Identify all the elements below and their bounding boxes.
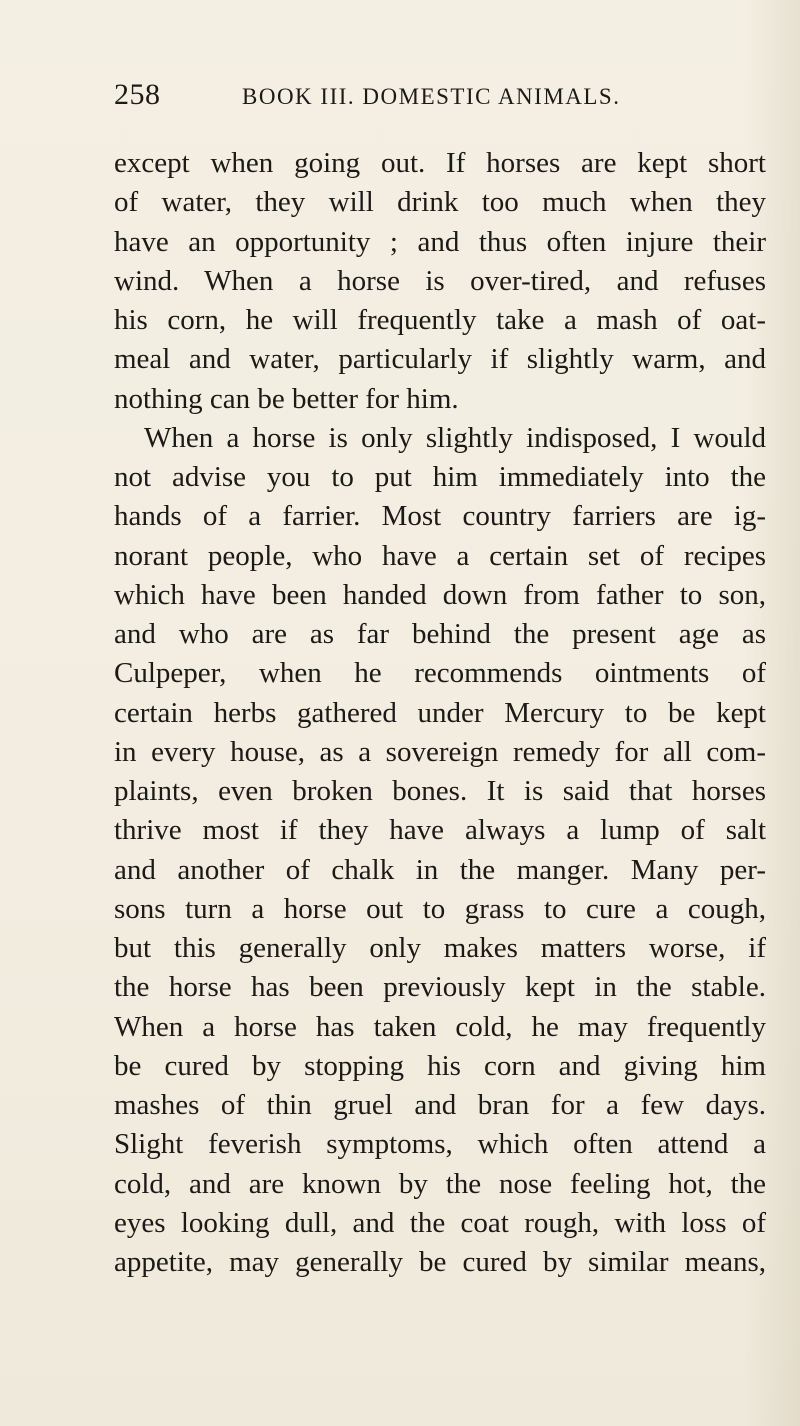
- running-head: [114, 78, 714, 118]
- text-line: not advise you to put him immediately into the: [114, 461, 766, 493]
- text-line: sons turn a horse out to grass to cure a cough,: [114, 892, 766, 925]
- text-line: nothing can be better for him.: [114, 382, 459, 415]
- text-line: meal and water, particularly if slightly warm, and: [114, 343, 766, 376]
- text-line: the horse has been previously kept in the stable.: [114, 971, 766, 1004]
- text-line: appetite, may generally be cured by similar means,: [114, 1246, 766, 1278]
- body-text: [114, 144, 766, 1282]
- text-line: have an opportunity ; and thus often injure their: [114, 225, 766, 258]
- paragraph-start-line: When a horse is only slightly indisposed, I would: [144, 421, 766, 454]
- text-line: and who are as far behind the present age as: [114, 618, 766, 650]
- text-line: be cured by stopping his corn and giving him: [114, 1049, 766, 1082]
- text-line: in every house, as a sovereign remedy for all com-: [114, 735, 766, 768]
- text-line: except when going out. If horses are kept short: [114, 147, 766, 179]
- text-line: cold, and are known by the nose feeling hot, the: [114, 1167, 766, 1200]
- text-line: When a horse has taken cold, he may frequently: [114, 1010, 766, 1043]
- text-line: certain herbs gathered under Mercury to be kept: [114, 696, 766, 729]
- running-head-title: BOOK III. DOMESTIC ANIMALS.: [242, 84, 621, 109]
- text-line: and another of chalk in the manger. Many per-: [114, 853, 766, 886]
- text-line: norant people, who have a certain set of recipes: [114, 539, 766, 572]
- page-number: 258: [114, 78, 161, 111]
- text-line: which have been handed down from father to son,: [114, 578, 766, 611]
- text-line: eyes looking dull, and the coat rough, with loss of: [114, 1206, 766, 1239]
- text-line: plaints, even broken bones. It is said that horses: [114, 775, 766, 807]
- text-line: but this generally only makes matters worse, if: [114, 932, 766, 964]
- text-line: of water, they will drink too much when they: [114, 186, 766, 219]
- text-line: thrive most if they have always a lump of salt: [114, 814, 766, 847]
- text-line: mashes of thin gruel and bran for a few days.: [114, 1089, 766, 1121]
- text-line: Culpeper, when he recommends ointments of: [114, 657, 766, 690]
- text-line: his corn, he will frequently take a mash of oat-: [114, 304, 766, 336]
- text-line: wind. When a horse is over-tired, and refuses: [114, 264, 766, 297]
- text-line: Slight feverish symptoms, which often attend a: [114, 1128, 766, 1161]
- text-line: hands of a farrier. Most country farriers are ig-: [114, 500, 766, 533]
